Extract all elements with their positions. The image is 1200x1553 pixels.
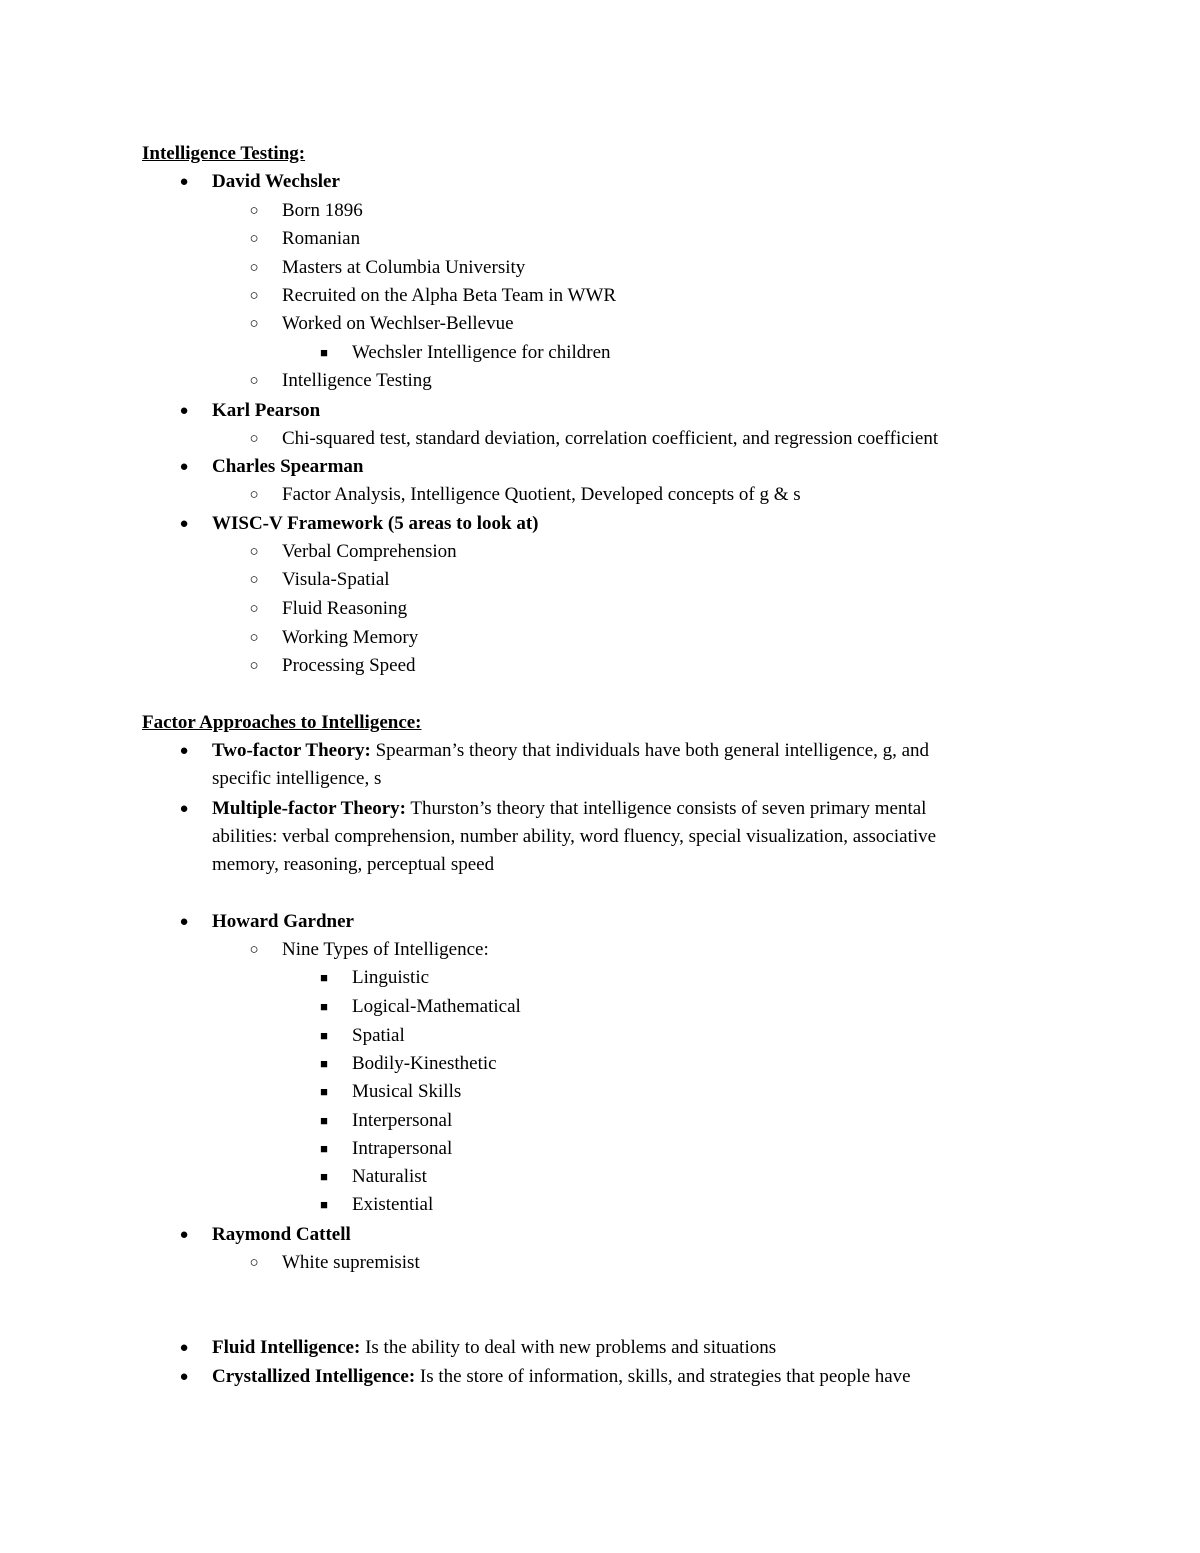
person-name: Raymond Cattell: [212, 1224, 351, 1245]
list-item: Musical Skills: [352, 1081, 462, 1102]
list-item: Existential: [352, 1194, 434, 1215]
person-name: Karl Pearson: [212, 400, 321, 421]
list-item: Worked on Wechlser-Bellevue: [282, 313, 514, 334]
bullet-disc-icon: ●: [179, 743, 189, 759]
person-name: David Wechsler: [212, 171, 340, 192]
list-item: Wechsler Intelligence for children: [352, 342, 611, 363]
bullet-circle-icon: ○: [249, 572, 259, 588]
bullet-disc-icon: ●: [179, 174, 189, 190]
list-item: Factor Analysis, Intelligence Quotient, Developed concepts of g & s: [282, 484, 801, 505]
bullet-circle-icon: ○: [249, 203, 259, 219]
section-heading-factor-approaches: Factor Approaches to Intelligence:: [142, 712, 422, 733]
bullet-disc-icon: ●: [179, 801, 189, 817]
person-name: Howard Gardner: [212, 911, 354, 932]
list-item: Chi-squared test, standard deviation, correlation coefficient, and regression coefficient: [282, 428, 939, 449]
bullet-circle-icon: ○: [249, 431, 259, 447]
definition-text: Spearman’s theory that individuals have both general intelligence, g, and: [370, 740, 930, 761]
bullet-disc-icon: ●: [179, 403, 189, 419]
list-item: Romanian: [282, 228, 361, 249]
list-item: Processing Speed: [282, 655, 416, 676]
bullet-disc-icon: ●: [179, 459, 189, 475]
bullet-square-icon: ■: [320, 1197, 328, 1212]
list-item: Born 1896: [282, 200, 363, 221]
bullet-circle-icon: ○: [249, 373, 259, 389]
bullet-circle-icon: ○: [249, 601, 259, 617]
list-item: Visula-Spatial: [282, 569, 390, 590]
definition-continuation: specific intelligence, s: [212, 768, 382, 789]
definition-text: Is the ability to deal with new problems and situations: [360, 1337, 777, 1358]
bullet-circle-icon: ○: [249, 260, 259, 276]
bullet-circle-icon: ○: [249, 942, 259, 958]
bullet-disc-icon: ●: [179, 516, 189, 532]
list-item: Linguistic: [352, 967, 430, 988]
bullet-disc-icon: ●: [179, 1227, 189, 1243]
term: Fluid Intelligence:: [212, 1337, 361, 1358]
list-item: Bodily-Kinesthetic: [352, 1053, 497, 1074]
bullet-square-icon: ■: [320, 345, 328, 360]
bullet-circle-icon: ○: [249, 630, 259, 646]
definition-continuation: abilities: verbal comprehension, number ability, word fluency, special visualization, associative: [212, 826, 937, 847]
bullet-circle-icon: ○: [249, 487, 259, 503]
bullet-square-icon: ■: [320, 1141, 328, 1156]
list-item: Verbal Comprehension: [282, 541, 457, 562]
list-item: Working Memory: [282, 627, 419, 648]
bullet-circle-icon: ○: [249, 231, 259, 247]
section-heading-intelligence-testing: Intelligence Testing:: [142, 143, 306, 164]
bullet-square-icon: ■: [320, 1028, 328, 1043]
bullet-square-icon: ■: [320, 999, 328, 1014]
bullet-disc-icon: ●: [179, 1369, 189, 1385]
list-item: Logical-Mathematical: [352, 996, 521, 1017]
definition-crystallized-intelligence: [212, 1363, 911, 1391]
definition-text: Is the store of information, skills, and strategies that people have: [415, 1366, 911, 1387]
bullet-circle-icon: ○: [249, 316, 259, 332]
definition-fluid-intelligence: [212, 1334, 776, 1362]
bullet-square-icon: ■: [320, 970, 328, 985]
list-item: Naturalist: [352, 1166, 427, 1187]
definition-multiple-factor: [212, 795, 926, 823]
bullet-square-icon: ■: [320, 1169, 328, 1184]
list-item: Nine Types of Intelligence:: [282, 939, 489, 960]
person-name: Charles Spearman: [212, 456, 364, 477]
definition-continuation: memory, reasoning, perceptual speed: [212, 854, 495, 875]
bullet-circle-icon: ○: [249, 658, 259, 674]
list-item: Recruited on the Alpha Beta Team in WWR: [282, 285, 617, 306]
bullet-circle-icon: ○: [249, 1255, 259, 1271]
list-item: Fluid Reasoning: [282, 598, 408, 619]
definition-two-factor: [212, 737, 929, 765]
bullet-square-icon: ■: [320, 1084, 328, 1099]
bullet-circle-icon: ○: [249, 288, 259, 304]
bullet-circle-icon: ○: [249, 544, 259, 560]
list-item: Intelligence Testing: [282, 370, 432, 391]
list-item: Spatial: [352, 1025, 405, 1046]
list-item: White supremisist: [282, 1252, 420, 1273]
definition-text: Thurston’s theory that intelligence consists of seven primary mental: [406, 798, 927, 819]
bullet-square-icon: ■: [320, 1113, 328, 1128]
bullet-disc-icon: ●: [179, 1340, 189, 1356]
term: Multiple-factor Theory:: [212, 798, 407, 819]
term: Two-factor Theory:: [212, 740, 371, 761]
framework-name: WISC-V Framework (5 areas to look at): [212, 513, 539, 534]
list-item: Intrapersonal: [352, 1138, 453, 1159]
bullet-square-icon: ■: [320, 1056, 328, 1071]
term: Crystallized Intelligence:: [212, 1366, 416, 1387]
list-item: Interpersonal: [352, 1110, 453, 1131]
list-item: Masters at Columbia University: [282, 257, 526, 278]
bullet-disc-icon: ●: [179, 914, 189, 930]
